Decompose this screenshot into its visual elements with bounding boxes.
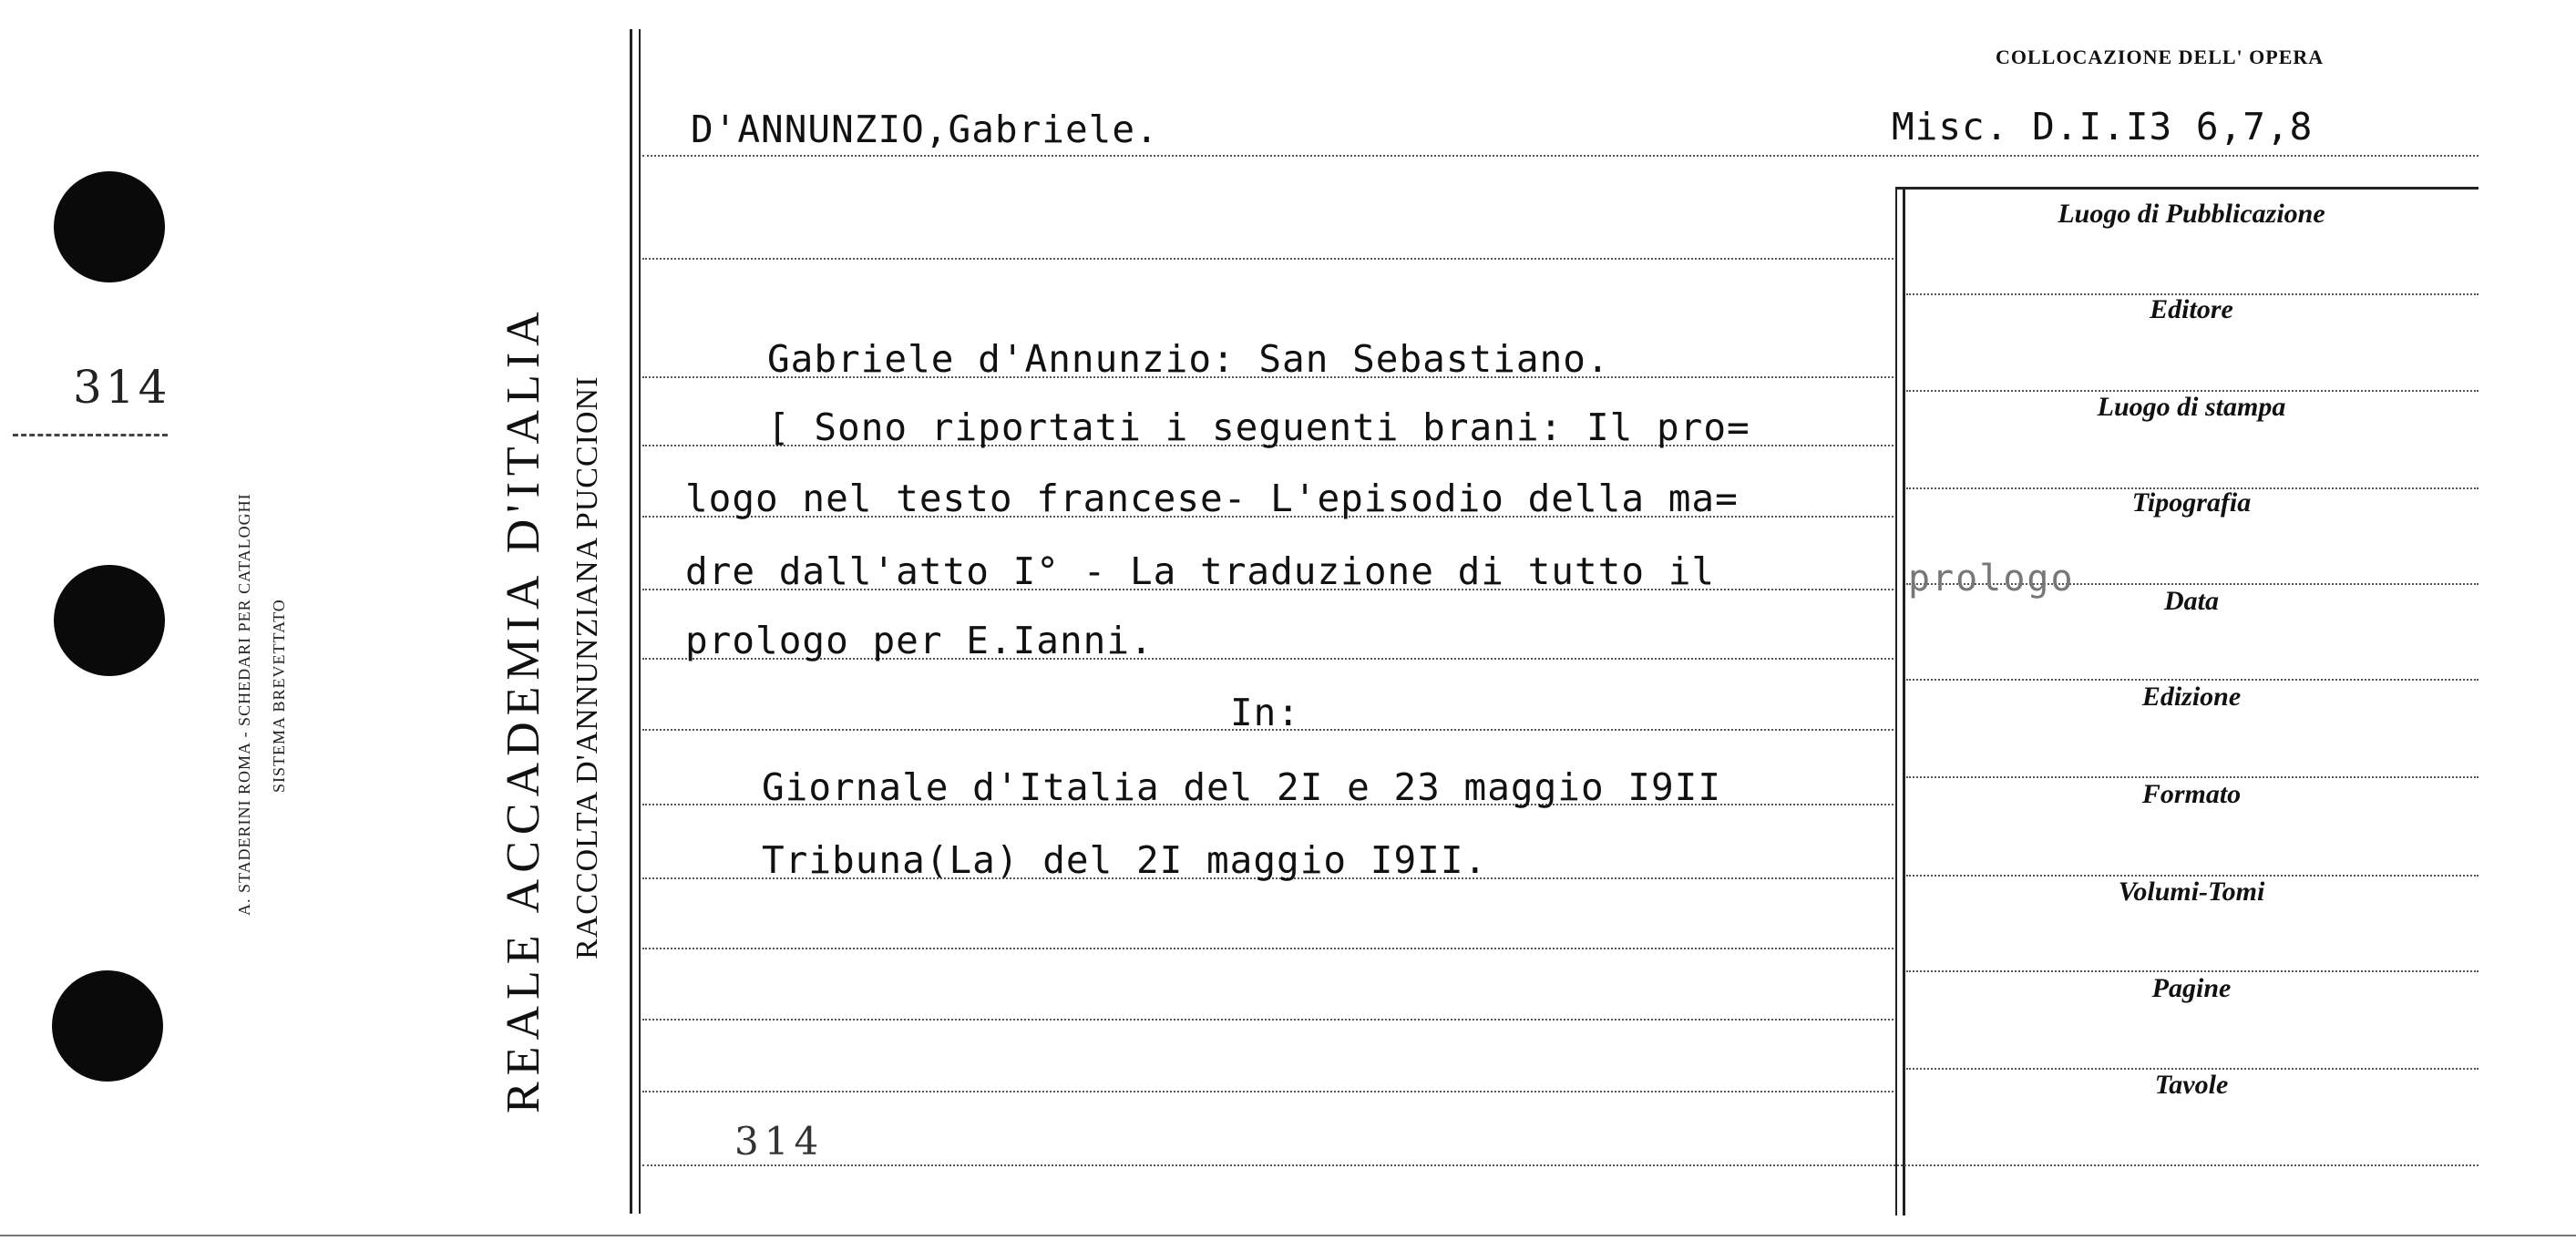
field-tipografia: Tipografia xyxy=(2131,487,2252,518)
right-column-rule-a xyxy=(1895,188,1897,1215)
shelfmark: Misc. D.I.I3 6,7,8 xyxy=(1892,105,2314,149)
field-line xyxy=(1906,679,2479,681)
source-line-1: Giornale d'Italia del 2I e 23 maggio I9II xyxy=(762,765,1722,809)
field-tavole: Tavole xyxy=(2154,1070,2229,1100)
collection-title: RACCOLTA D'ANNUNZIANA PUCCIONI xyxy=(570,375,604,959)
right-column-rule-b xyxy=(1903,188,1905,1215)
printer-line-2: SISTEMA BREVETTATO xyxy=(270,599,288,793)
field-line xyxy=(1906,776,2479,778)
pencil-annotation: prologo xyxy=(1908,558,2075,600)
field-line xyxy=(1906,970,2479,972)
field-editore: Editore xyxy=(2150,294,2233,324)
margin-dash xyxy=(13,434,168,436)
punch-hole-middle xyxy=(54,565,165,676)
field-formato: Formato xyxy=(2141,779,2242,809)
field-pagine: Pagine xyxy=(2151,973,2232,1003)
field-luogo-stampa: Luogo di stampa xyxy=(2097,392,2286,422)
punch-hole-top xyxy=(54,171,165,282)
ruling-line xyxy=(642,258,1894,260)
note-line-2: logo nel testo francese- L'episodio della ma= xyxy=(685,477,1739,520)
ruling-line xyxy=(642,1164,2479,1166)
ruling-line xyxy=(642,948,1894,949)
right-column-top-rule xyxy=(1895,187,2479,190)
bottom-card-number: 314 xyxy=(734,1119,825,1164)
field-data: Data xyxy=(2164,586,2219,616)
note-line-4: prologo per E.Ianni. xyxy=(685,619,1154,662)
printer-system xyxy=(270,599,289,793)
title-line: Gabriele d'Annunzio: San Sebastiano. xyxy=(767,337,1610,381)
left-double-rule-a xyxy=(630,29,632,1214)
source-line-2: Tribuna(La) del 2I maggio I9II. xyxy=(762,838,1488,882)
collocazione-title: COLLOCAZIONE DELL' OPERA xyxy=(1996,46,2325,68)
ruling-line xyxy=(642,1019,1894,1020)
ruling-line xyxy=(642,1091,1894,1092)
printer-imprint xyxy=(235,493,254,916)
punch-hole-bottom xyxy=(52,970,163,1082)
field-luogo-pubblicazione: Luogo di Pubblicazione xyxy=(2058,199,2325,229)
left-double-rule-b xyxy=(639,29,641,1214)
author-heading: D'ANNUNZIO,Gabriele. xyxy=(691,108,1159,151)
field-edizione: Edizione xyxy=(2141,682,2242,712)
note-line-3: dre dall'atto I° - La traduzione di tutto il xyxy=(685,549,1716,593)
ruling-line xyxy=(642,155,2479,157)
margin-card-number: 314 xyxy=(73,361,171,414)
in-label: In: xyxy=(1230,691,1301,734)
printer-line-1: A. STADERINI ROMA - SCHEDARI PER CATALOGHI xyxy=(235,493,253,916)
note-line-1: [ Sono riportati i seguenti brani: Il pro= xyxy=(767,405,1750,449)
institution-title: REALE ACCADEMIA D'ITALIA xyxy=(498,305,549,1113)
card-bottom-edge xyxy=(0,1235,2576,1236)
field-volumi-tomi: Volumi-Tomi xyxy=(2118,877,2265,907)
